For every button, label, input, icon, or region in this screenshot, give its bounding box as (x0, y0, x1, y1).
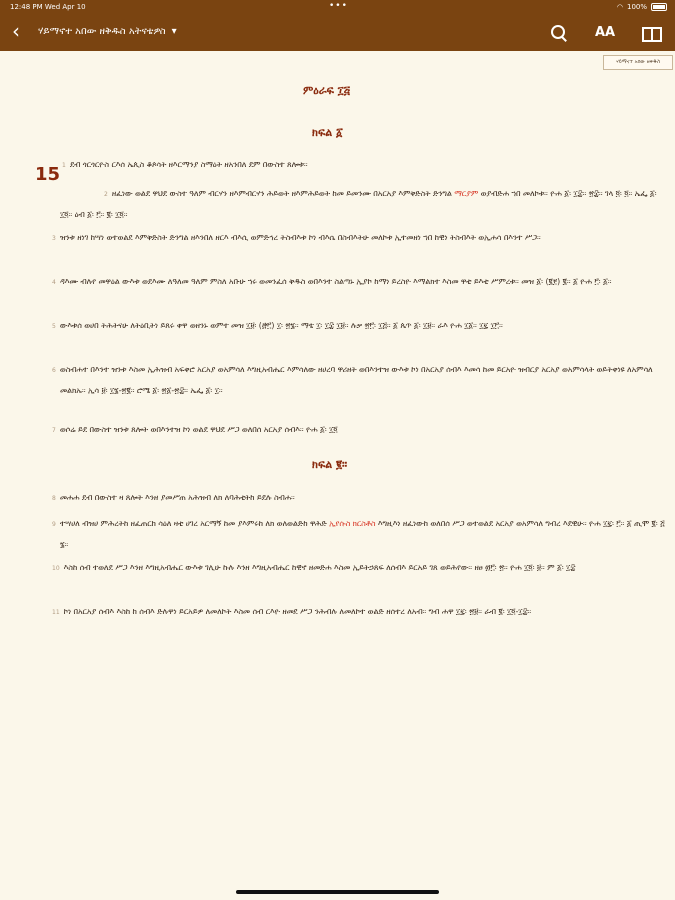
verse-number: 4 (52, 279, 56, 286)
verse-text: ዝንቱ ዘነገ ከሣነ ወተወልደ እምቅድስት ድንግል ዘእንበለ ዘርእ ብእሲ ወምድኅረ ትስብእቱ ኮነ ብእሴ በስብእትሁ መለኮቱ ኢተመዘነ ኀበ ከዊነ ትስብእት ወኢሐሳ በእንተ ሥጋ። (59, 233, 541, 242)
battery-percent: 100% (626, 3, 647, 11)
highlighted-name: ኢየሱስ ክርስቶስ (329, 519, 376, 528)
verse-text: ወስብሐተ በእንተ ዝንቱ እስመ ኢሕዝብ አፍቀሮ አርአያ ወአምሳለ እግዚአብሔር እምሳለው ዘሀረባ ዋሪዘት ወበእንተዝ ውእቱ ኮነ በአርአያ ሰብእ እመሳ ከመ ይርአዮ ዝብርያ አርአያ ወአምሳላት ወይትቀነዩ ለአምሳለ መልክኡ። ኢሳ ፱፡ ፲፮-፳፪። ሮሜ ፩፡ ፳፩-፳፰። ኤፌ ፩፡ ፲። (59, 365, 653, 395)
verse[interactable] (52, 360, 670, 401)
verse[interactable] (52, 272, 670, 293)
nav-actions (549, 23, 661, 43)
book-icon[interactable] (641, 23, 661, 43)
font-size-icon[interactable]: AA (595, 25, 616, 40)
search-icon[interactable] (549, 23, 569, 43)
verse[interactable] (52, 558, 670, 579)
section-heading: ምዕራፍ ፲፭ (303, 84, 350, 97)
chevron-left-icon[interactable]: ‹ (12, 19, 20, 43)
book-name-badge[interactable]: ሃይማኖተ አበው ዘቅዱስ (603, 55, 673, 70)
verse[interactable] (60, 184, 670, 225)
verse[interactable] (62, 155, 672, 176)
top-navigation-bar (0, 15, 675, 51)
part-heading-1: ክፍል ፩ (312, 126, 343, 139)
verse-text-cont: እግዚእነ ዘፈነውከ ወለበሰ ሥጋ ወተወልደ አርአያ ወአምሳለ ግብረ እደዊሁ። ዮሐ ፲፯፡ ፫። ፩ ጢሞ ፪፡ ፭ ፮። (60, 519, 665, 549)
verse-number: 5 (52, 323, 56, 330)
battery-icon (651, 3, 667, 11)
status-bar (0, 0, 675, 15)
verse-text: ተሣሀለ ብዝሀ ምሕረትከ ዘፈጠርከ ሳዕለ ዛቲ ሀገረ አርማኝ ከመ ያእምሩከ ለክ ወለወልድከ ዋሕድ (59, 519, 327, 528)
verse-text: ዘፈነው ወልደ ዋህደ ውስተ ዓለም ብርሃን ዘእምብርሃን ሕይወት ዘእምሕይወት ከመ ይመንሙ በአርአያ እምቅድስት ድንግል (111, 189, 452, 198)
home-indicator[interactable] (236, 890, 439, 894)
verse[interactable] (52, 420, 670, 441)
verse-text: ደብ ጎርጎርዮስ ርእሰ ኤጲስ ቆጶሳት ዘእርማንያ ስማዕት ዘአንበለ ደም በውስተ ጸሎቱ። (69, 160, 308, 169)
verse-number: 1 (62, 162, 66, 169)
verse-number: 9 (52, 521, 56, 528)
verse[interactable] (52, 602, 670, 623)
verse-text: ወሶሬ ይደ በውስተ ዝንቱ ጸሎት ወበእንተዝ ኮነ ወልደ ዋህደ ሥጋ ወለበሰ አርአያ ሰብእ። ዮሐ ፩፡ ፲፬ (59, 425, 338, 434)
verse-number: 11 (52, 609, 60, 616)
highlighted-name: ማርያም (454, 189, 479, 198)
verse-text: ውእቱሰ ወሀበ ትሕትናሁ ለትዕቢትነ ይጸሩ ቀዋ ወዘንኑ ወምተ መዝ ፲፱፡ (፸፫) ፲፡ ፳፮። ማቴ ፲፡ ፲፰ ፲፱። ሉቃ ፳፫፡ ፲፭። ፩ ጴጥ ፩፡ ፲፱። ራእ ዮሐ ፲፩። ፲፯ ፲፫። (59, 321, 503, 330)
verse[interactable] (52, 488, 670, 509)
verse-text: ኮነ በአርአያ ሰብእ እስከ ከ ሰብእ ድሉዋነ ይርአይዎ ለመለኮት እስመ ሰብ ርእዮ ዘመደ ሥጋ ንሕብሉ ለመለኮተ ወልድ ዘሰተረ ለአብ። ግብ ሐዋ ፲፯፡ ፳፱። ራብ ፪፡ ፲፬-፲፰። (63, 607, 532, 616)
verse-number: 8 (52, 495, 56, 502)
verse-text: እስከ ሰብ ተወለደ ሥጋ እንዘ እግዚአብሔር ውእቱ ገሊሁ ኩሉ እንዘ እግዚአብሔር ከዊኖ ዘመድሐ እስመ ኢይትኃጸፍ ለሰብእ ይርአይ ገጸ ወይሕየው። ዘፀ ፴፫፡ ፳። ዮሐ ፲፬፡ ፱። ም ፩፡ ፲፰ (63, 563, 576, 572)
verse-number: 6 (52, 367, 56, 374)
verse[interactable] (52, 514, 670, 555)
verse-text: ዳእሙ ብሉየ መዋዕል ውእቱ ወደእሙ ለዓለመ ዓለም ምስለ አቡሁ ኀሩ ወመንፈሰ ቅዱስ ወበእንተ ስልጣኑ ኢያኮ ከማነ ይረስዮ እማልክተ እስመ ዋቲ ይእቲ ሥምረቱ። መዝ ፩፡ (፪፻) ፪። ፩ ዮሐ ፫፡ ፩። (59, 277, 612, 286)
wifi-icon: ◠ (616, 3, 623, 11)
verse[interactable] (52, 228, 670, 249)
verse-number: 3 (52, 235, 56, 242)
verse-number: 2 (104, 191, 108, 198)
chevron-down-icon: ▾ (171, 26, 177, 37)
verse-text-cont: ወያብድሐ ኀበ መለኮቱ። ዮሐ ፩፡ ፲፰። ፳፰። ገላ ፬፡ ፬። ኤፌ ፩፡ ፲፬። ዕብ ፩፡ ፫። ፪፡ ፲፬። (60, 189, 657, 219)
verse-number: 7 (52, 427, 56, 434)
verse[interactable] (52, 316, 670, 337)
status-right (617, 3, 667, 11)
book-title-selector[interactable] (38, 26, 177, 37)
chapter-number: 15 (35, 164, 61, 185)
book-title: ሃይማኖተ አበው ዘቅዱስ አትናቴዎስ (38, 26, 166, 37)
part-heading-2: ክፍል ፪። (312, 458, 348, 471)
verse-text: መሐሐ ደብ በውስተ ዛ ጸሎት እንዘ ያመሥጠ አሕዝብ ለክ ለባሕቲትከ ይደሉ ስብሐ። (59, 493, 295, 502)
multitask-dots[interactable]: ••• (329, 1, 348, 11)
status-time: 12:48 PM Wed Apr 10 (10, 3, 86, 11)
verse-number: 10 (52, 565, 60, 572)
